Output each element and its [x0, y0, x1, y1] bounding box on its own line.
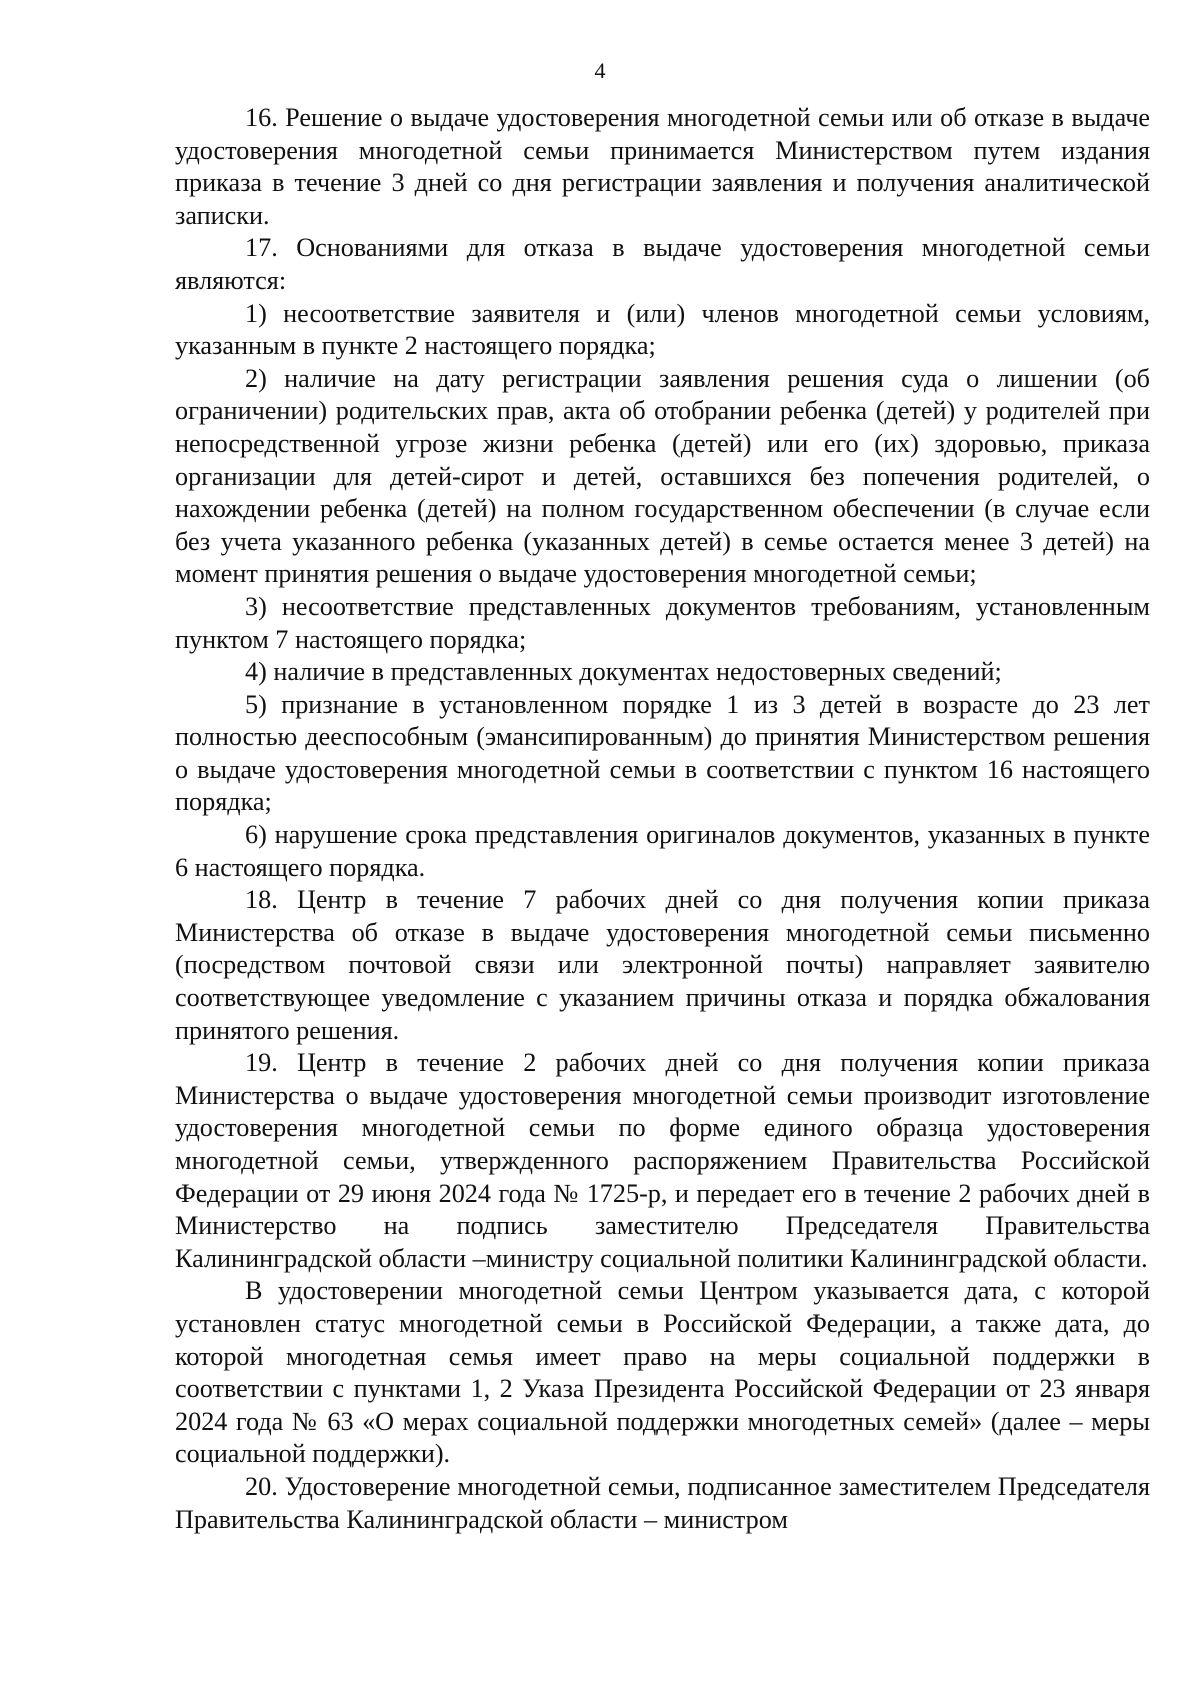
list-item-3: 3) несоответствие представленных документов требованиям, установленным пунктом 7 настоящего порядка; — [175, 591, 1150, 654]
paragraph-19: 19. Центр в течение 2 рабочих дней со дня получения копии приказа Министерства о выдаче удостоверения многодетной семьи производит изготовление удостоверения многодетной семьи по форме единого образца удостоверения многодетной семьи, утвержденного распоряжением Правительства Российской Федерации от 29 июня 2024 года № 1725-р, и передает его в течение 2 рабочих дней в Министерство на подпись заместителю Председателя Правительства Калининградской области –министру социальной политики Калининградской области. — [175, 1048, 1150, 1273]
list-item-1: 1) несоответствие заявителя и (или) членов многодетной семьи условиям, указанным в пункте 2 настоящего порядка; — [175, 298, 1150, 361]
paragraph-17: 17. Основаниями для отказа в выдаче удостоверения многодетной семьи являются: — [175, 233, 1150, 295]
document-body — [175, 102, 1150, 1536]
list-item-4: 4) наличие в представленных документах недостоверных сведений; — [245, 657, 1002, 687]
paragraph-18: 18. Центр в течение 7 рабочих дней со дня получения копии приказа Министерства об отказе в выдаче удостоверения многодетной семьи письменно (посредством почтовой связи или электронной почты) направляет заявителю соответствующее уведомление с указанием причины отказа и порядка обжалования принятого решения. — [175, 885, 1150, 1045]
list-item-6: 6) нарушение срока представления оригиналов документов, указанных в пункте 6 настоящего порядка. — [175, 820, 1150, 882]
page-number: 4 — [594, 58, 606, 83]
list-item-2: 2) наличие на дату регистрации заявления решения суда о лишении (об ограничении) родительских прав, акта об отобрании ребенка (детей) у родителей при непосредственной угрозе жизни ребенка (детей) или его (их) здоровью, приказа организации для детей-сирот и детей, оставшихся без попечения родителей, о нахождении ребенка (детей) на полном государственном обеспечении (в случае если без учета указанного ребенка (указанных детей) в семье остается менее 3 детей) на момент принятия решения о выдаче удостоверения многодетной семьи; — [175, 363, 1150, 589]
list-item-5: 5) признание в установленном порядке 1 из 3 детей в возрасте до 23 лет полностью дееспособным (эмансипированным) до принятия Министерством решения о выдаче удостоверения многодетной семьи в соответствии с пунктом 16 настоящего порядка; — [175, 689, 1150, 817]
paragraph-16: 16. Решение о выдаче удостоверения многодетной семьи или об отказе в выдаче удостоверения многодетной семьи принимается Министерством путем издания приказа в течение 3 дней со дня регистрации заявления и получения аналитической записки. — [175, 103, 1150, 230]
paragraph-20: 20. Удостоверение многодетной семьи, подписанное заместителем Председателя Правительства Калининградской области – министром — [175, 1471, 1150, 1534]
paragraph-19-continuation: В удостоверении многодетной семьи Центром указывается дата, с которой установлен статус многодетной семьи в Российской Федерации, а также дата, до которой многодетная семья имеет право на меры социальной поддержки в соответствии с пунктами 1, 2 Указа Президента Российской Федерации от 23 января 2024 года № 63 «О мерах социальной поддержки многодетных семей» (далее – меры социальной поддержки). — [175, 1276, 1150, 1469]
